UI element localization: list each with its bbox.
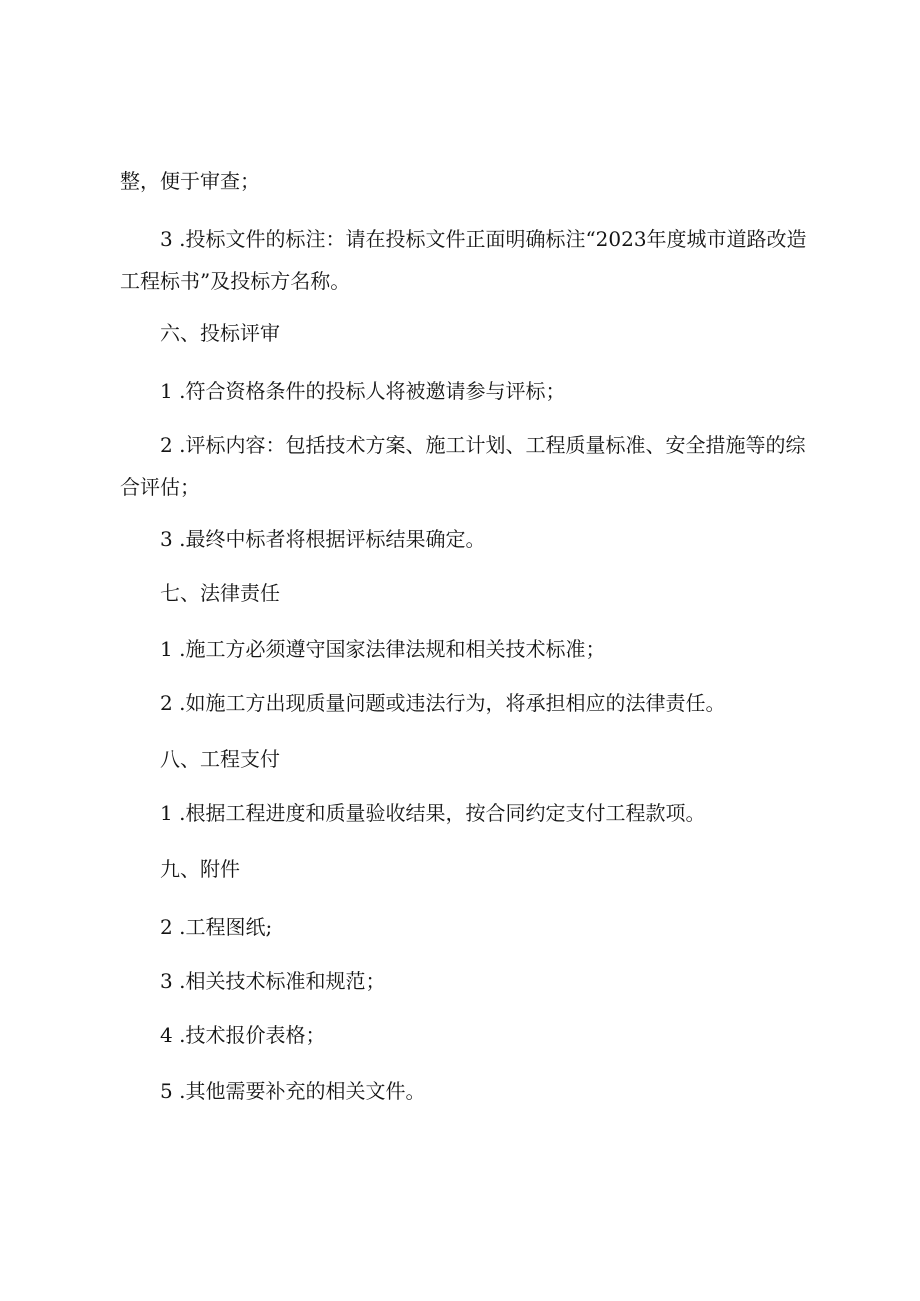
paragraph-item-attachment-2: 2 .工程图纸; — [160, 915, 273, 939]
section-heading-payment: 八、工程支付 — [160, 747, 280, 771]
paragraph-item-payment-1: 1 .根据工程进度和质量验收结果，按合同约定支付工程款项。 — [160, 801, 706, 825]
paragraph-item-attachment-4: 4 .技术报价表格； — [160, 1023, 326, 1047]
section-heading-legal-liability: 七、法律责任 — [160, 581, 280, 605]
section-heading-bid-review: 六、投标评审 — [160, 321, 280, 345]
paragraph-item-review-1: 1 .符合资格条件的投标人将被邀请参与评标； — [160, 379, 566, 403]
paragraph-item-review-2: 2 .评标内容：包括技术方案、施工计划、工程质量标准、安全措施等的综合评估； — [120, 433, 806, 499]
paragraph-item-review-3: 3 .最终中标者将根据评标结果确定。 — [160, 527, 486, 551]
paragraph-item-attachment-5: 5 .其他需要补充的相关文件。 — [160, 1079, 426, 1103]
paragraph-item-legal-2: 2 .如施工方出现质量问题或违法行为，将承担相应的法律责任。 — [160, 691, 726, 715]
paragraph-continuation: 整，便于审查； — [120, 169, 260, 193]
paragraph-item-bid-marking: 3 .投标文件的标注：请在投标文件正面明确标注“2023年度城市道路改造工程标书”及投标方名称。 — [120, 227, 807, 293]
paragraph-item-legal-1: 1 .施工方必须遵守国家法律法规和相关技术标准； — [160, 637, 606, 661]
paragraph-item-attachment-3: 3 .相关技术标准和规范； — [160, 969, 386, 993]
section-heading-attachments: 九、附件 — [160, 857, 240, 881]
